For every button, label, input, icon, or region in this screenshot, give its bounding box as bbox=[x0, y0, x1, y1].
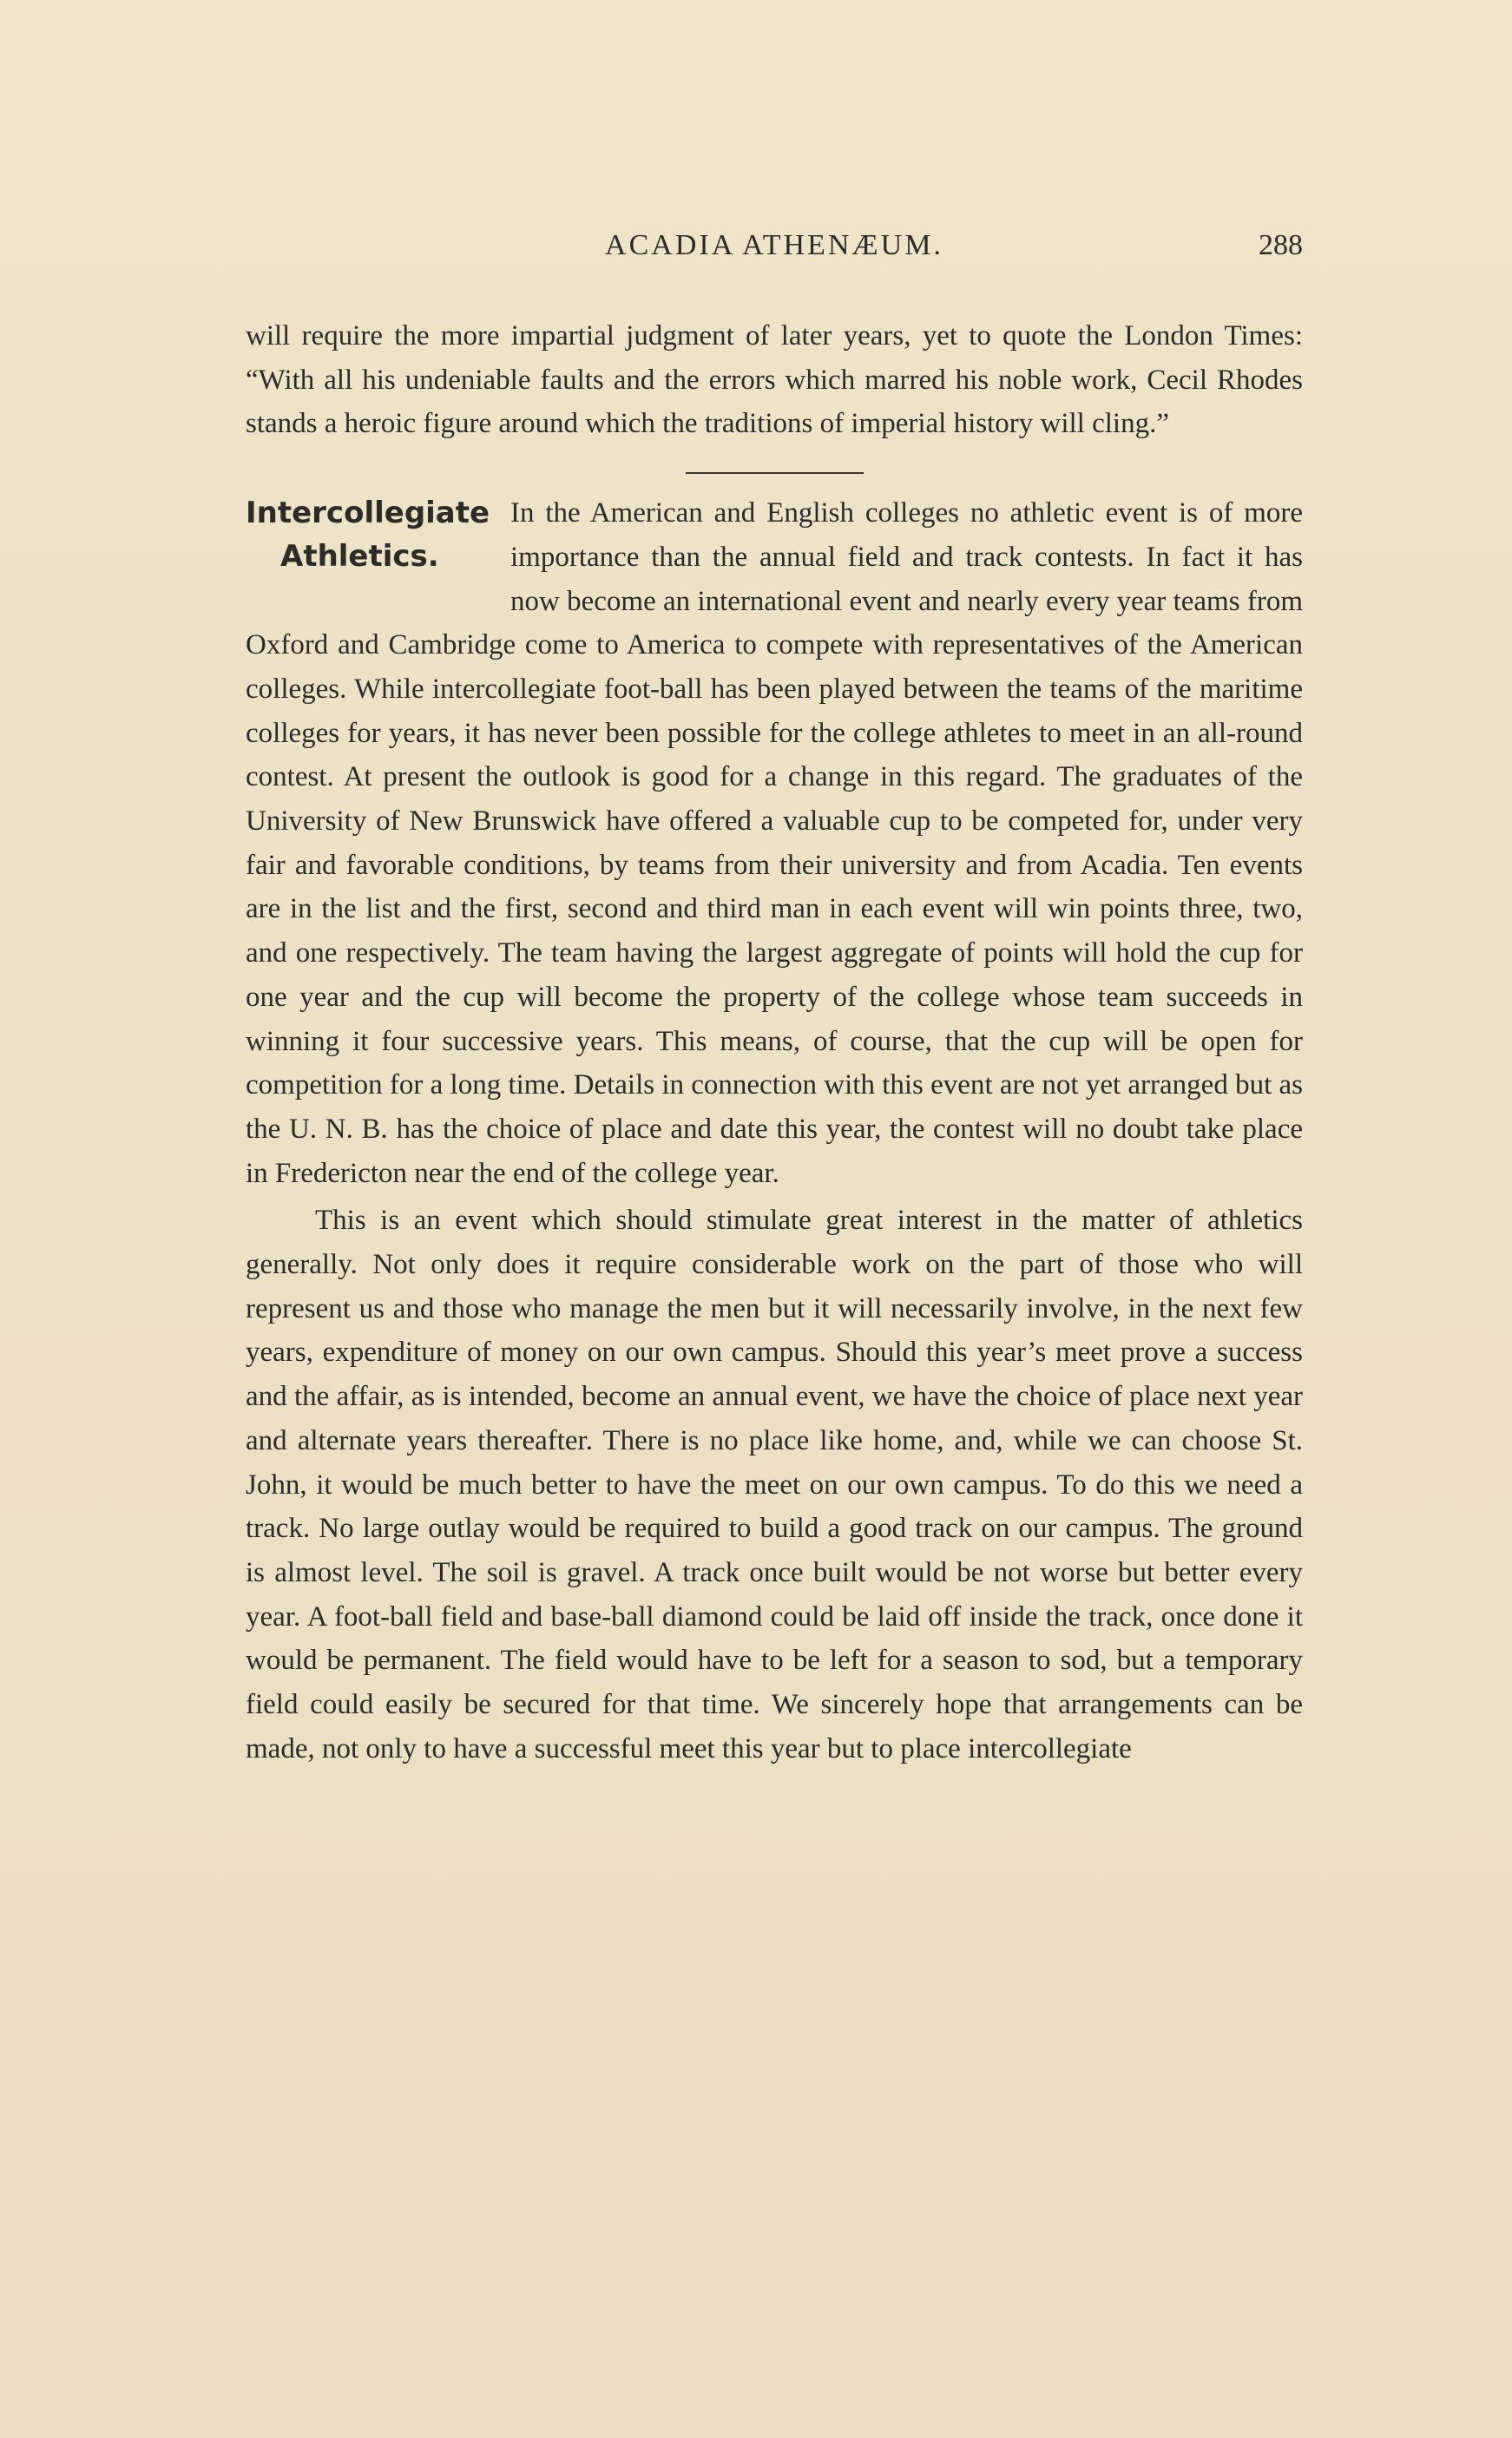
text-column bbox=[246, 314, 1303, 1771]
page-number: 288 bbox=[1259, 229, 1303, 261]
page-header bbox=[246, 224, 1303, 267]
section-divider-rule bbox=[686, 472, 864, 474]
section-paragraph-2: This is an event which should stimulate great interest in the matter of athletics generally. Not only does it require considerable work on the part of those who will represent us and those who manage the men but it will necessarily involve, in the next few years, expenditure of money on our own campus. Should this year’s meet prove a success and the affair, as is intended, become an annual event, we have the choice of place next year and alternate years thereafter. There is no place like home, and, while we can choose St. John, it would be much better to have the meet on our own campus. To do this we need a track. No large outlay would be required to build a good track on our campus. The ground is almost level. The soil is gravel. A track once built would be not worse but better every year. A foot-ball field and base-ball diamond could be laid off inside the track, once done it would be permanent. The field would have to be left for a season to sod, but a temporary field could easily be secured for that time. We sincerely hope that arrangements can be made, not only to have a successful meet this year but to place intercollegiate bbox=[246, 1205, 1303, 1764]
section-side-heading bbox=[246, 491, 510, 621]
side-heading-line-2: Athletics. bbox=[280, 539, 439, 575]
section-paragraph-1: In the American and English colleges no athletic event is of more importance than the annual field and track contests. In fact it has now become an international event and nearly every year teams from Oxford and Cambridge come to America to compete with representatives of the American colleges. While intercollegiate foot-ball has been played between the teams of the maritime colleges for years, it has never been possible for the college athletes to meet in an all-round contest. At present the outlook is good for a change in this regard. The graduates of the University of New Brunswick have offered a valuable cup to be competed for, under very fair and favorable conditions, by teams from their university and from Acadia. Ten events are in the list and the first, second and third man in each event will win points three, two, and one respectively. The team having the largest aggregate of points will hold the cup for one year and the cup will become the property of the college whose team succeeds in winning it four successive years. This means, of course, that the cup will be open for competition for a long time. Details in connection with this event are not yet arranged but as the U. N. B. has the choice of place and date this year, the contest will no doubt take place in Fredericton near the end of the college year. bbox=[246, 497, 1303, 1189]
running-title: ACADIA ATHENÆUM. bbox=[605, 229, 943, 261]
opening-paragraph: will require the more impartial judgment of later years, yet to quote the London Times: “With all his undeniable faults and the errors which marred his noble work, Cecil Rhodes stands a heroic figure around which the traditions of imperial history will cling.” bbox=[246, 320, 1303, 440]
intercollegiate-athletics-section bbox=[246, 491, 1303, 1771]
side-heading-line-1: Intercollegiate bbox=[246, 496, 490, 531]
